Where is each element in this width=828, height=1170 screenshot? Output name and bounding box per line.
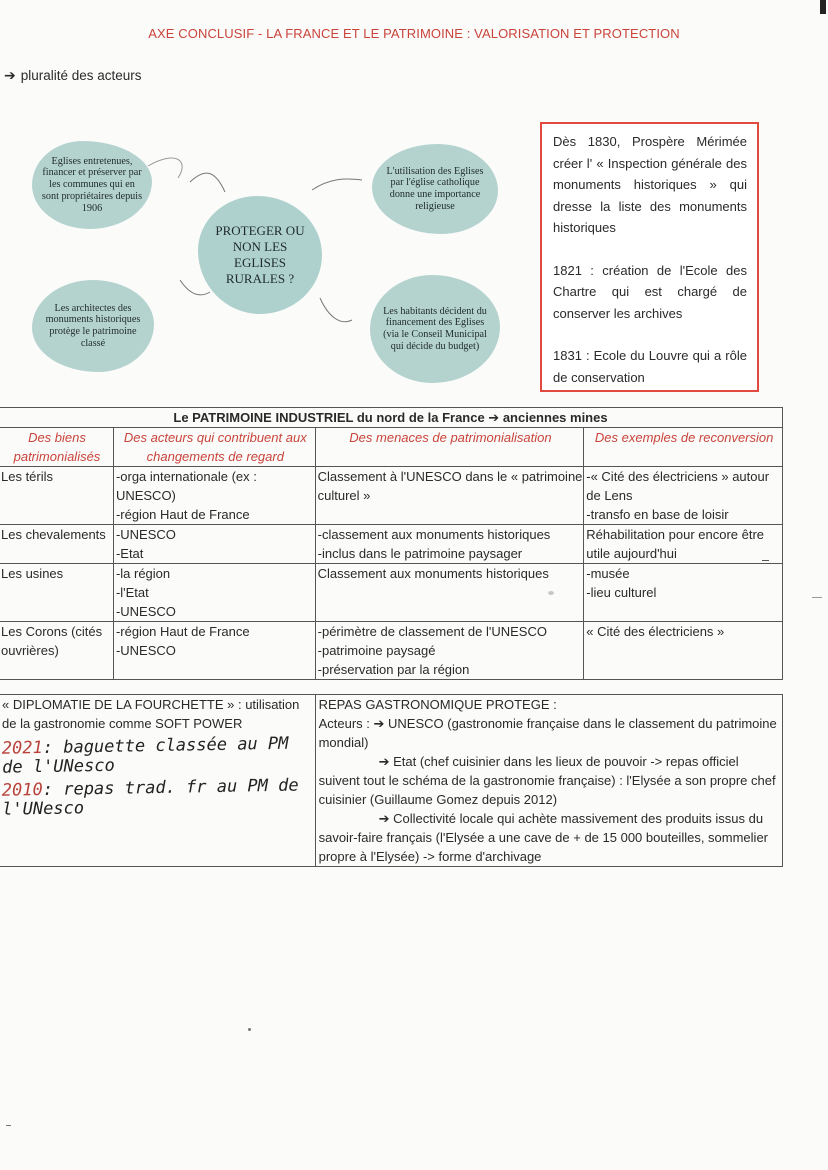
line: -musée	[586, 566, 630, 581]
arrow-icon: ➔	[4, 67, 16, 83]
page-speck	[548, 591, 554, 595]
table-row	[0, 622, 783, 680]
history-box	[540, 122, 759, 392]
page-speck	[820, 0, 826, 14]
line: -périmètre de classement de l'UNESCO	[317, 624, 547, 639]
cell-bien: Les usines	[0, 564, 113, 622]
line: -UNESCO	[115, 527, 176, 542]
note-year: 2021	[1, 737, 43, 759]
node-text: Les architectes des monuments historiques protège le patrimoine classé	[45, 302, 141, 349]
line: Classement aux monuments historiques	[317, 566, 549, 581]
line: -classement aux monuments historiques	[317, 527, 551, 542]
connector-top-right	[312, 179, 362, 190]
line: -région Haut de France	[115, 624, 250, 639]
connector-bottom-right	[320, 298, 352, 322]
cell-acteurs	[113, 564, 315, 622]
cell-bien: Les chevalements	[0, 525, 113, 564]
cell-exemples	[584, 467, 783, 525]
subtitle-text: pluralité des acteurs	[20, 68, 142, 83]
section-subtitle	[4, 67, 142, 84]
cell-acteurs	[113, 622, 315, 680]
line: -patrimoine paysagé	[317, 643, 436, 658]
page-title: AXE CONCLUSIF - LA FRANCE ET LE PATRIMOINE : VALORISATION ET PROTECTION	[148, 26, 680, 41]
header-exemples: Des exemples de reconversion	[584, 428, 783, 467]
cell-menaces	[315, 467, 584, 525]
note-text: : baguette classée au PM de l'UNesco	[2, 733, 289, 778]
repas-collectivite: ➔ Collectivité locale qui achète massivement des produits issus du savoir-faire français (l'Elysée a une cave de + de 15 000 bouteilles, sommelier propre à l'Elysée) -> forme d'archivage	[318, 811, 769, 864]
connector-top-left	[190, 173, 225, 192]
handwritten-note-2010	[2, 776, 313, 819]
line: -inclus dans le patrimoine paysager	[317, 546, 523, 561]
center-text: PROTEGER OU NON LES EGLISES RURALES ?	[215, 222, 305, 287]
line: Réhabilitation pour encore être utile aujourd'hui	[586, 527, 765, 561]
table-row	[0, 467, 783, 525]
repas-etat: ➔ Etat (chef cuisinier dans les lieux de pouvoir -> repas officiel suivent tout le schéma de la gastronomie française) : l'Elysée a son propre chef cuisinier (Guillaume Gomez depuis 2012)	[318, 754, 776, 807]
cell-exemples	[584, 622, 783, 680]
node-text: L'utilisation des Eglises par l'église catholique donne une importance religieuse	[386, 165, 484, 212]
page-speck	[812, 597, 822, 598]
line: -UNESCO	[115, 643, 176, 658]
line: Classement à l'UNESCO dans le « patrimoine culturel »	[317, 469, 583, 503]
history-1830: Dès 1830, Prospère Mérimée créer l' « Inspection générale des monuments historiques » qui dresse la liste des monuments historiques	[553, 134, 747, 235]
header-menaces: Des menaces de patrimonialisation	[315, 428, 584, 467]
page-speck	[762, 560, 769, 561]
header-biens: Des biens patrimonialisés	[0, 428, 113, 467]
line: -« Cité des électriciens » autour de Lens	[586, 469, 770, 503]
line: -la région	[115, 566, 171, 581]
line: -préservation par la région	[317, 662, 470, 677]
repas-acteurs: Acteurs : ➔ UNESCO (gastronomie française dans le classement du patrimoine mondial)	[318, 716, 777, 750]
cell-menaces	[315, 564, 584, 622]
table-caption: Le PATRIMOINE INDUSTRIEL du nord de la France ➔ anciennes mines	[0, 408, 783, 428]
header-acteurs: Des acteurs qui contribuent aux changements de regard	[113, 428, 315, 467]
gastronomy-table	[0, 694, 783, 867]
node-text: Les habitants décident du financement des Eglises (via le Conseil Municipal qui décide du budget)	[383, 305, 487, 352]
cell-acteurs	[113, 525, 315, 564]
line: -transfo en base de loisir	[586, 507, 729, 522]
history-1831: 1831 : Ecole du Louvre qui a rôle de conservation	[553, 348, 747, 385]
industrial-heritage-table	[0, 407, 783, 680]
handwritten-note-2021	[2, 734, 313, 777]
table-row	[0, 525, 783, 564]
cell-acteurs	[113, 467, 315, 525]
line: -UNESCO	[115, 604, 176, 619]
mindmap-node-center	[198, 196, 322, 314]
repas-cell	[315, 695, 782, 867]
cell-exemples	[584, 525, 783, 564]
line: -lieu culturel	[586, 585, 657, 600]
cell-bien: Les Corons (cités ouvrières)	[0, 622, 113, 680]
repas-title: REPAS GASTRONOMIQUE PROTEGE :	[318, 697, 557, 712]
page-speck	[6, 1125, 11, 1126]
diplomatie-intro: « DIPLOMATIE DE LA FOURCHETTE » : utilisation de la gastronomie comme SOFT POWER	[2, 697, 300, 731]
line: -l'Etat	[115, 585, 149, 600]
line: -Etat	[115, 546, 144, 561]
line: -orga internationale (ex : UNESCO)	[115, 469, 257, 503]
connector-left-arc	[148, 158, 182, 178]
diplomatie-cell	[0, 695, 315, 867]
table-row	[0, 564, 783, 622]
mindmap-node-bottom-left	[32, 280, 154, 372]
cell-menaces	[315, 622, 584, 680]
history-1821: 1821 : création de l'Ecole des Chartre qui est chargé de conserver les archives	[553, 262, 747, 321]
cell-exemples	[584, 564, 783, 622]
cell-menaces	[315, 525, 584, 564]
line: -région Haut de France	[115, 507, 250, 522]
page-speck	[248, 1028, 251, 1031]
line: « Cité des électriciens »	[586, 624, 725, 639]
cell-bien: Les térils	[0, 467, 113, 525]
note-text: : repas trad. fr au PM de l'UNesco	[2, 775, 299, 820]
node-text: Eglises entretenues, financer et préserver par les communes qui en sont propriétaires depuis 1906	[41, 155, 143, 214]
note-year: 2010	[1, 779, 43, 801]
